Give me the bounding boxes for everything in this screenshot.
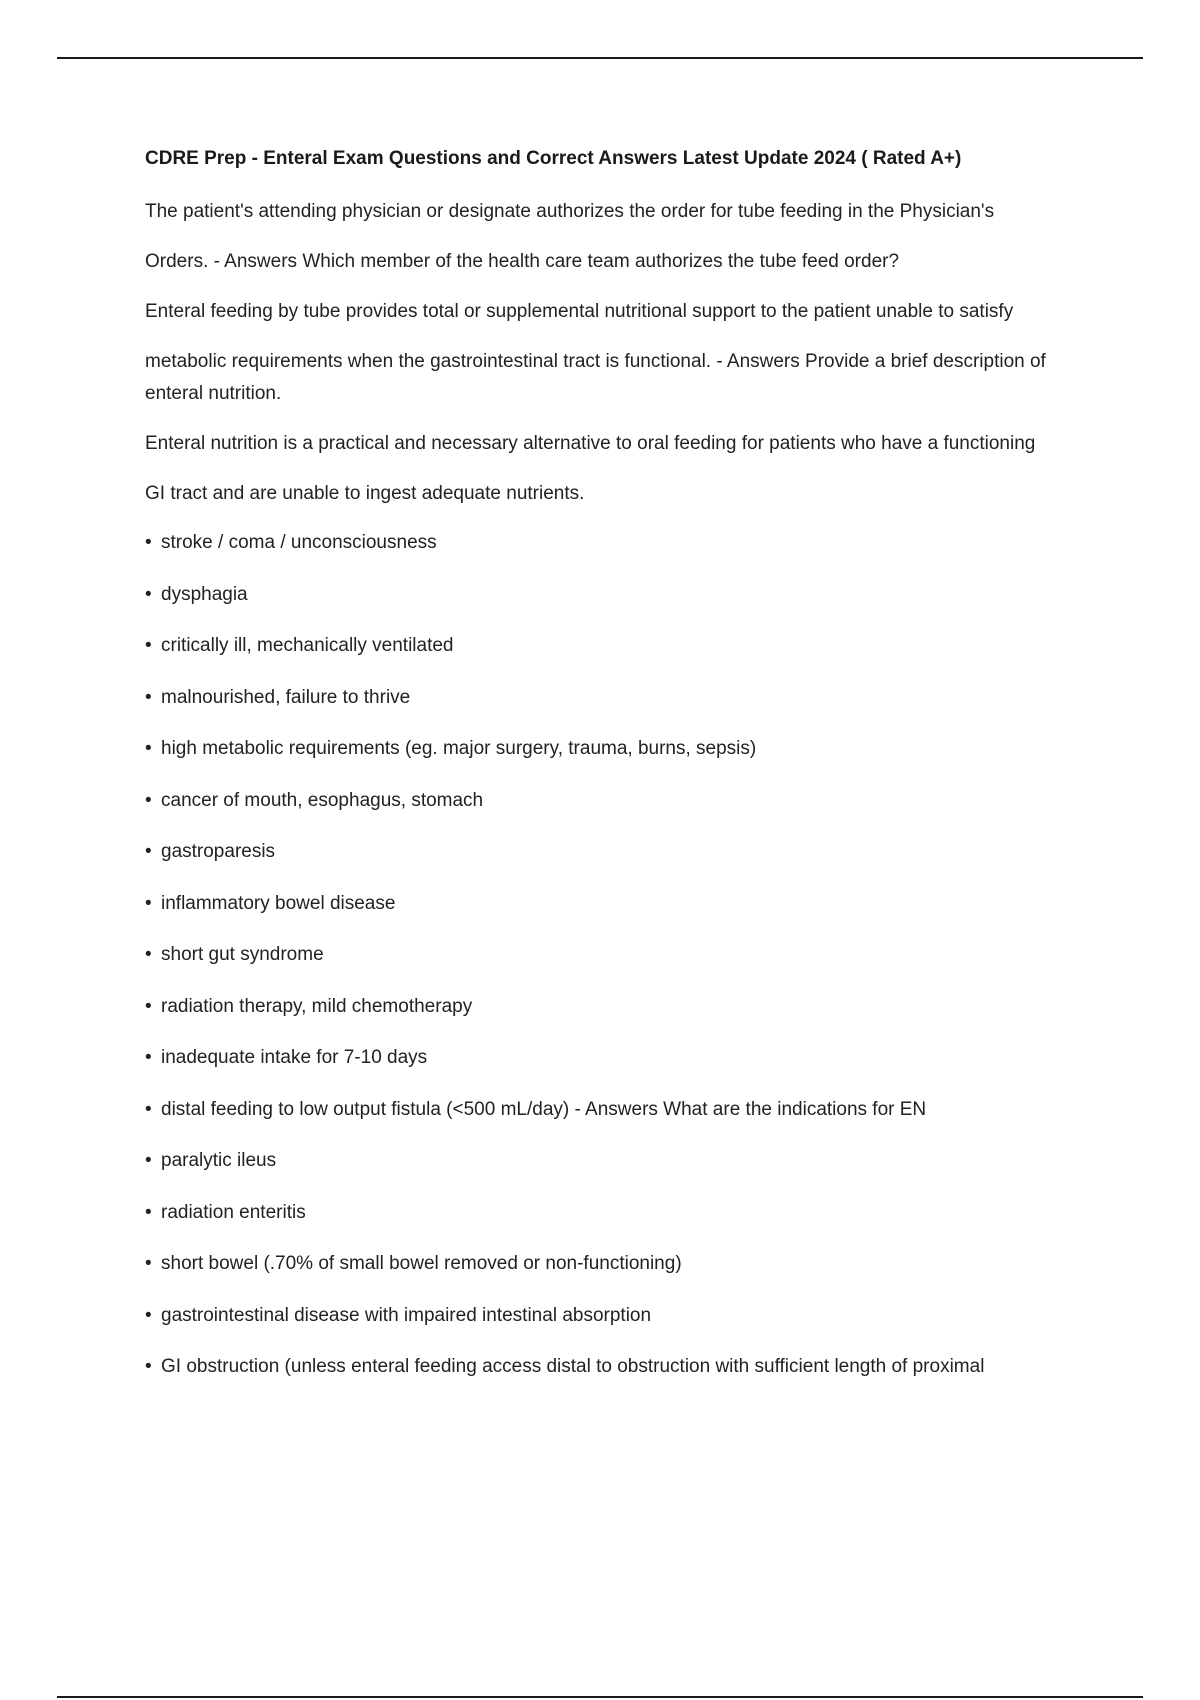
list-item — [145, 736, 1070, 762]
paragraph-1: The patient's attending physician or designate authorizes the order for tube feeding in the Physician's — [145, 201, 995, 222]
bullet-icon: • — [145, 1253, 152, 1274]
bullet-icon: • — [145, 1150, 152, 1171]
document-title: CDRE Prep - Enteral Exam Questions and Correct Answers Latest Update 2024 ( Rated A+) — [145, 148, 962, 169]
list-item-text: gastroparesis — [161, 841, 276, 862]
list-item-text: GI obstruction (unless enteral feeding access distal to obstruction with sufficient length of proximal — [161, 1356, 985, 1377]
indications-list — [145, 530, 1070, 1380]
paragraph-3: Enteral feeding by tube provides total or supplemental nutritional support to the patient unable to satisfy — [145, 301, 1014, 322]
list-item — [145, 685, 1070, 711]
list-item — [145, 1354, 1070, 1380]
list-item-text: stroke / coma / unconsciousness — [161, 532, 437, 553]
list-item-text: critically ill, mechanically ventilated — [161, 635, 454, 656]
list-item — [145, 1097, 1070, 1123]
list-item — [145, 788, 1070, 814]
list-item-text: dysphagia — [161, 583, 248, 605]
list-item-text: malnourished, failure to thrive — [161, 686, 411, 708]
list-item — [145, 1303, 1070, 1329]
list-item — [145, 942, 1070, 968]
list-item — [145, 1251, 1070, 1277]
paragraph-2: Orders. - Answers Which member of the health care team authorizes the tube feed order? — [145, 251, 900, 272]
bullet-icon: • — [145, 686, 152, 708]
list-item — [145, 582, 1070, 608]
bullet-icon: • — [145, 1304, 152, 1326]
bullet-icon: • — [145, 841, 152, 862]
bullet-icon: • — [145, 1356, 152, 1377]
list-item — [145, 1045, 1070, 1071]
document-body — [145, 146, 1070, 1406]
bullet-icon: • — [145, 635, 152, 656]
list-item — [145, 1200, 1070, 1226]
bullet-icon: • — [145, 892, 152, 914]
header-rule — [57, 57, 1143, 59]
list-item — [145, 994, 1070, 1020]
list-item-text: cancer of mouth, esophagus, stomach — [161, 789, 484, 811]
list-item-text: short gut syndrome — [161, 944, 324, 965]
list-item-text: inflammatory bowel disease — [161, 892, 396, 914]
footer-rule — [57, 1696, 1143, 1698]
list-item-text: radiation therapy, mild chemotherapy — [161, 995, 473, 1017]
list-item-text: high metabolic requirements (eg. major surgery, trauma, burns, sepsis) — [161, 738, 757, 759]
list-item-text: distal feeding to low output fistula (<500 mL/day) - Answers What are the indications for EN — [161, 1098, 927, 1120]
paragraph-5: Enteral nutrition is a practical and necessary alternative to oral feeding for patients who have a functioning — [145, 433, 1036, 454]
bullet-icon: • — [145, 1098, 152, 1120]
list-item-text: inadequate intake for 7-10 days — [161, 1047, 428, 1068]
list-item — [145, 633, 1070, 659]
bullet-icon: • — [145, 789, 152, 811]
paragraph-4: metabolic requirements when the gastrointestinal tract is functional. - Answers Provide a brief description of enteral nutrition. — [145, 351, 1046, 404]
bullet-icon: • — [145, 1201, 152, 1223]
paragraph-6: GI tract and are unable to ingest adequate nutrients. — [145, 483, 585, 504]
bullet-icon: • — [145, 944, 152, 965]
bullet-icon: • — [145, 995, 152, 1017]
list-item — [145, 530, 1070, 556]
bullet-icon: • — [145, 1047, 152, 1068]
bullet-icon: • — [145, 738, 152, 759]
list-item — [145, 1148, 1070, 1174]
bullet-icon: • — [145, 583, 152, 605]
list-item-text: paralytic ileus — [161, 1150, 277, 1171]
list-item-text: short bowel (.70% of small bowel removed or non-functioning) — [161, 1253, 682, 1274]
list-item — [145, 891, 1070, 917]
list-item-text: radiation enteritis — [161, 1201, 306, 1223]
list-item-text: gastrointestinal disease with impaired intestinal absorption — [161, 1304, 652, 1326]
bullet-icon: • — [145, 532, 152, 553]
list-item — [145, 839, 1070, 865]
